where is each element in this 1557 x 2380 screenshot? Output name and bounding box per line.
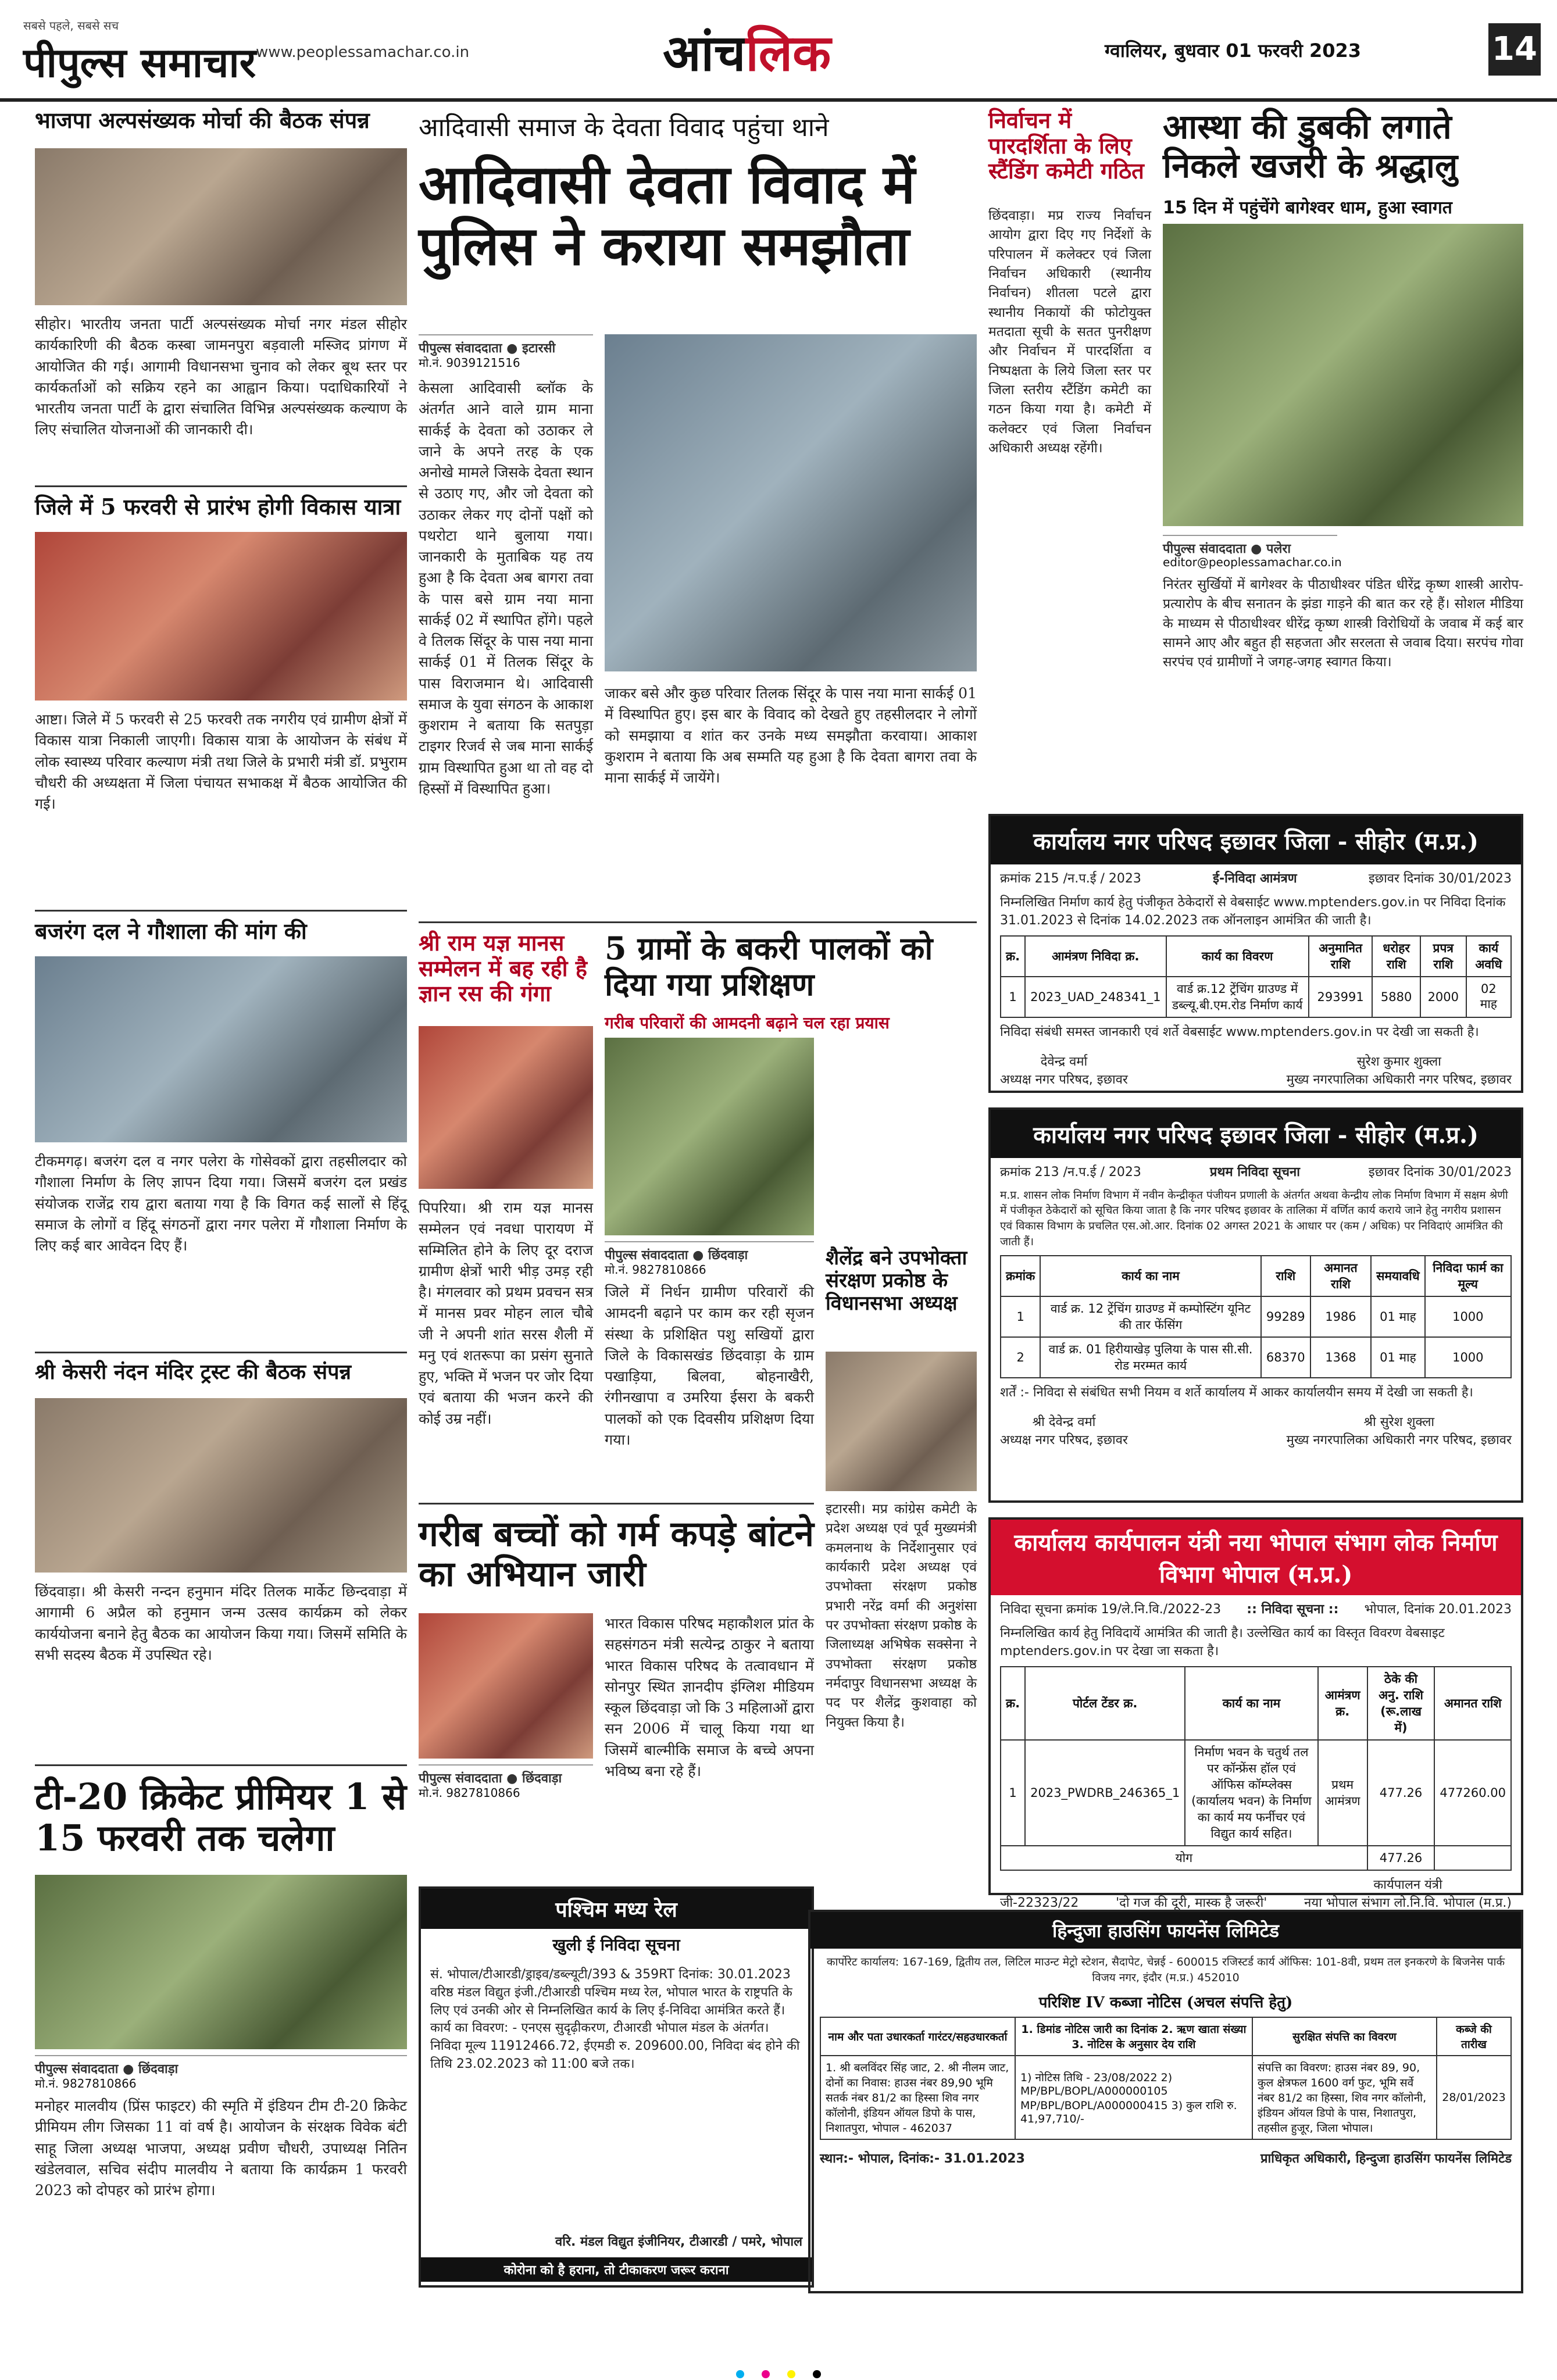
notice1-signatory-1-title: अध्यक्ष नगर परिषद, इछावर xyxy=(1000,1072,1128,1087)
tender-notice-1 xyxy=(988,814,1523,1093)
notice1-row-cell: 5880 xyxy=(1372,977,1420,1017)
election-text: छिंदवाड़ा। मप्र राज्य निर्वाचन आयोग द्वारा दिए गए निर्देशों के परिपालन में कलेक्टर एवं जिला निर्वाचन अधिकारी (स्थानीय निर्वाचन) शीतला पटले द्वारा स्थानीय निकायों की फोटोयुक्त मतदाता सूची के सतत पुनरीक्षण और निर्वाचन में पारदर्शिता व निष्पक्षता के लिये जिला स्तर पर जिला स्तरीय स्टैंडिंग कमेटी का गठन किया गया है। कमेटी में कलेक्टर एवं जिला निर्वाचन अधिकारी अध्यक्ष रहेंगी। xyxy=(988,208,1151,456)
notice1-row-cell: 2023_UAD_248341_1 xyxy=(1025,977,1166,1017)
notice3-signatory: कार्यपालन यंत्री xyxy=(1373,1878,1442,1893)
notice2-row-cell: 1 xyxy=(1001,1296,1040,1337)
clothes-byline: पीपुल्स संवाददाता ● छिंदवाड़ा xyxy=(419,1764,593,1786)
masthead xyxy=(0,0,1557,102)
left-column xyxy=(35,108,407,2288)
notice3-header-cell: क्र. xyxy=(1001,1667,1025,1740)
story4-photo xyxy=(35,1398,407,1573)
divider xyxy=(35,1764,407,1766)
hinduja-table xyxy=(820,2017,1512,2140)
story3-headline: बजरंग दल ने गौशाला की मांग की xyxy=(35,918,307,944)
story5-mobile: मो.नं. 9827810866 xyxy=(35,2077,137,2090)
notice1-row-cell: 293991 xyxy=(1309,977,1373,1017)
railway-subtitle: खुली ई निविदा सूचना xyxy=(552,1935,680,1954)
section-title xyxy=(663,17,831,85)
notice2-header-cell: समयावधि xyxy=(1371,1256,1424,1296)
divider xyxy=(35,910,407,912)
notice2-footer: शर्तें :- निविदा से संबंधित सभी नियम व शर्ते कार्यालय में आकर कार्यालयीन समय में देखी जा सकती है। xyxy=(1000,1385,1473,1400)
story2-text: आष्टा। जिले में 5 फरवरी से 25 फरवरी तक नगरीय एवं ग्रामीण क्षेत्रों में विकास यात्रा निकाली जाएगी। विकास यात्रा के आयोजन के संबंध में लोक स्वास्थ्य परिवार कल्याण मंत्री तथा जिले के प्रभारी मंत्री डॉ. प्रभुराम चौधरी की अध्यक्षता में जिला पंचायत सभाकक्ष में बैठक आयोजित की गई। xyxy=(35,711,407,812)
notice3-header-cell: कार्य का नाम xyxy=(1185,1667,1317,1740)
hinduja-col-date: कब्जे की तारीख xyxy=(1437,2017,1511,2056)
notice3-total-label: योग xyxy=(1001,1846,1367,1870)
hinduja-demand: 1) नोटिस तिथि - 23/08/2022 2) MP/BPL/BOPL/A000000105 MP/BPL/BOPL/A000000415 3) कुल राशि रु. 41,97,710/- xyxy=(1015,2056,1252,2139)
hinduja-place: स्थान:- भोपाल, दिनांक:- 31.01.2023 xyxy=(820,2152,1025,2167)
notice3-header-cell: ठेके की अनु. राशि (रू.लाख में) xyxy=(1367,1667,1435,1740)
notice3-row-cell: 2023_PWDRB_246365_1 xyxy=(1025,1740,1185,1846)
faith-photo xyxy=(1163,224,1523,526)
story5-headline: टी-20 क्रिकेट प्रीमियर 1 से 15 फरवरी तक चलेगा xyxy=(35,1775,407,1860)
notice2-header-cell: कार्य का नाम xyxy=(1040,1256,1261,1296)
section-title-a: आंच xyxy=(663,24,746,83)
goat-mobile: मो.नं. 9827810866 xyxy=(605,1263,706,1277)
notice2-intro: म.प्र. शासन लोक निर्माण विभाग में नवीन केन्द्रीकृत पंजीयन प्रणाली के अंतर्गत अथवा केन्द्रीय लोक निर्माण विभाग में सक्षम श्रेणी में पंजीकृत ठेकेदारों को सूचित किया जाता है कि नगर परिषद इछावर के तालिका में वर्णित कार्य कराये जाने हेतु नगरीय प्रशासन एवं विकास विभाग के प्रचलित एस.ओ.आर. दिनांक 02 अगस्त 2021 के आधार पर (कम / अधिक) पर निविदाएं आमंत्रित की जाती हैं। xyxy=(1000,1188,1508,1248)
clothes-headline: गरीब बच्चों को गर्म कपड़े बांटने का अभियान जारी xyxy=(419,1514,814,1595)
notice2-signatory-2-title: मुख्य नगरपालिका अधिकारी नगर परिषद, इछावर xyxy=(1286,1432,1512,1448)
railway-footer: कोरोना को है हराना, तो टीकाकरण जरूर कराना xyxy=(421,2257,812,2282)
notice1-header-cell: आमंत्रण निविदा क्र. xyxy=(1025,936,1166,977)
faith-email: editor@peoplessamachar.co.in xyxy=(1163,555,1342,569)
magenta-dot xyxy=(762,2370,770,2378)
yagya-text: पिपरिया। श्री राम यज्ञ मानस सम्मेलन एवं नवधा पारायण में सम्मिलित होने के लिए दूर दराज ग्रामीण क्षेत्रों भारी भीड़ उमड़ रही है। मंगलवार को प्रथम प्रवचन सत्र में मानस प्रवर मोहन लाल चौबे जी ने अपनी शांत सरस शैली में मनु एवं शतरूपा का प्रसंग सुनाते हुए, भक्ति में भजन पर जोर दिया एवं बताया की भजन करने की कोई उम्र नहीं। xyxy=(419,1199,593,1427)
notice1-table xyxy=(1000,935,1512,1018)
notice2-table xyxy=(1000,1255,1512,1378)
divider xyxy=(35,485,407,487)
notice2-signatory-1-title: अध्यक्ष नगर परिषद, इछावर xyxy=(1000,1432,1128,1448)
notice2-row-cell: 1986 xyxy=(1310,1296,1372,1337)
tender-notice-3 xyxy=(988,1517,1523,1911)
shailendra-photo xyxy=(826,1352,977,1491)
notice2-row-cell: 1368 xyxy=(1310,1337,1372,1378)
notice3-header-cell: आमंत्रण क्र. xyxy=(1318,1667,1367,1740)
lead-kicker: आदिवासी समाज के देवता विवाद पहुंचा थाने xyxy=(419,113,829,142)
notice2-header-cell: राशि xyxy=(1261,1256,1310,1296)
notice1-row-cell: 1 xyxy=(1001,977,1025,1017)
story5-byline: पीपुल्स संवाददाता ● छिंदवाड़ा xyxy=(35,2055,407,2077)
lead-text-continued: जाकर बसे और कुछ परिवार तिलक सिंदूर के पास नया माना सार्कई 01 में विस्थापित हुए। इस बार के विवाद को देखते हुए तहसीलदार ने लोगों को समझाया व शांत कर उनके मध्य समझौता करवाया। आकाश कुशराम ने बताया कि अब सम्मति यह हुआ है कि देवता बागरा तवा के माना सार्कई में जायेंगे। xyxy=(605,685,977,786)
notice2-row-cell: 68370 xyxy=(1261,1337,1310,1378)
yellow-dot xyxy=(787,2370,795,2378)
notice1-signatory-1: देवेन्द्र वर्मा xyxy=(1040,1055,1088,1070)
faith-text: निरंतर सुर्खियों में बागेश्वर के पीठाधीश्वर पंडित धीरेंद्र कृष्ण शास्त्री आरोप-प्रत्यारोप के बीच सनातन के झंडा गाड़ने की बात कर रहे हैं। सोशल मीडिया के माध्यम से पीठाधीश्वर धीरेंद्र कृष्ण शास्त्री विरोधियों के जवाब में कई बार सामने आए और बहुत ही सहजता और सरलता से जवाब दिया। सरपंच गोवा सरपंच एवं ग्रामीणों ने जगह-जगह स्वागत किया। xyxy=(1163,577,1523,670)
notice1-header-cell: क्र. xyxy=(1001,936,1025,977)
notice1-signatory-2-title: मुख्य नगरपालिका अधिकारी नगर परिषद, इछावर xyxy=(1286,1072,1512,1087)
election-headline: निर्वाचन में पारदर्शिता के लिए स्टैंडिंग कमेटी गठित xyxy=(988,107,1144,184)
notice1-intro: निम्नलिखित निर्माण कार्य हेतु पंजीकृत ठेकेदारों से वेबसाईट www.mptenders.gov.in पर निविदा दिनांक 31.01.2023 से दिनांक 14.02.2023 तक ऑनलाइन आमंत्रित की जाती है। xyxy=(1000,895,1506,928)
notice1-header-cell: कार्य अवधि xyxy=(1466,936,1511,977)
notice2-row-cell: 99289 xyxy=(1261,1296,1310,1337)
shailendra-headline: शैलेंद्र बने उपभोक्ता संरक्षण प्रकोष्ठ के विधानसभा अध्यक्ष xyxy=(826,1246,967,1316)
notice3-ref: निविदा सूचना क्रमांक 19/ले.नि.वि./2022-23 xyxy=(1000,1602,1222,1617)
story1-text: सीहोर। भारतीय जनता पार्टी अल्पसंख्यक मोर्चा नगर मंडल सीहोर कार्यकारिणी की बैठक कस्बा जामनपुरा बड़वाली मस्जिद प्रांगण में आयोजित की गई। आगामी विधानसभा चुनाव को लेकर बूथ स्तर पर कार्यकर्ताओं को सक्रिय रहने का आह्वान किया। पदाधिकारियों ने भारतीय जनता पार्टी के द्वारा संचालित विभिन्न अल्पसंख्यक कल्याण के लिए संचालित योजनाओं की जानकारी दी। xyxy=(35,316,407,438)
notice2-row-cell: 1000 xyxy=(1425,1337,1511,1378)
notice3-table xyxy=(1000,1666,1512,1871)
newspaper-logo xyxy=(23,17,256,89)
notice2-header-cell: अमानत राशि xyxy=(1310,1256,1372,1296)
black-dot xyxy=(813,2370,821,2378)
story3-text: टीकमगढ़। बजरंग दल व नगर पलेरा के गोसेवकों द्वारा तहसीलदार को गौशाला निर्माण के लिए ज्ञापन दिया गया। जिसमें बजरंग दल प्रखंड संयोजक राजेंद्र राय द्वारा बताया गया है कि विगत कई सालों से हिंदू समाज के लोगों व हिंदू संगठनों द्वारा नगर पलेरा में गौशाला निर्माण के लिए कई बार आवेदन दिए हैं। xyxy=(35,1153,407,1254)
story4-headline: श्री केसरी नंदन मंदिर ट्रस्ट की बैठक संपन्न xyxy=(35,1360,352,1384)
story4-text: छिंदवाड़ा। श्री केसरी नन्दन हनुमान मंदिर तिलक मार्केट छिन्दवाड़ा में आगामी 6 अप्रैल को हनुमान जन्म उत्सव कार्यक्रम को लेकर कार्ययोजना बनाने हेतु बैठक का आयोजन किया गया। जिसमें समिति के सभी सदस्य बैठक में उपस्थित रहे। xyxy=(35,1583,407,1663)
faith-headline: आस्था की डुबकी लगाते निकले खजरी के श्रद्धालु xyxy=(1163,107,1458,185)
notice3-code: जी-22323/22 xyxy=(1000,1896,1079,1911)
railway-signature: वरि. मंडल विद्युत इंजीनियर, टीआरडी / पमरे, भोपाल xyxy=(555,2235,802,2249)
notice1-signatory-2: सुरेश कुमार शुक्ला xyxy=(1356,1055,1441,1070)
notice3-title: कार्यालय कार्यपालन यंत्री नया भोपाल संभाग लोक निर्माण विभाग भोपाल (म.प्र.) xyxy=(991,1520,1521,1595)
notice1-row-cell: वार्ड क्र.12 ट्रेंचिंग ग्राउण्ड में डब्ल्यू.बी.एम.रोड निर्माण कार्य xyxy=(1166,977,1309,1017)
railway-tender-ad xyxy=(419,1886,814,2288)
notice1-title: कार्यालय नगर परिषद इछावर जिला - सीहोर (म.प्र.) xyxy=(991,816,1521,864)
notice3-row-cell: निर्माण भवन के चतुर्थ तल पर कॉन्फ्रेंस हॉल एवं ऑफिस कॉम्प्लेक्स (कार्यालय भवन) के निर्माण का कार्य मय फर्नीचर एवं विद्युत कार्य सहित। xyxy=(1185,1740,1317,1846)
hinduja-possession-notice xyxy=(808,1910,1523,2293)
notice3-row-cell: 477.26 xyxy=(1367,1740,1435,1846)
story3-photo xyxy=(35,956,407,1142)
story1-headline: भाजपा अल्पसंख्यक मोर्चा की बैठक संपन्न xyxy=(35,107,370,133)
notice2-date: इछावर दिनांक 30/01/2023 xyxy=(1368,1165,1512,1180)
page-number: 14 xyxy=(1488,23,1541,76)
lead-mobile: मो.नं. 9039121516 xyxy=(419,356,520,370)
notice2-header-cell: क्रमांक xyxy=(1001,1256,1040,1296)
hinduja-name: हिन्दुजा हाउसिंग फायनेंस लिमिटेड xyxy=(810,1912,1521,1949)
goat-headline: 5 ग्रामों के बकरी पालकों को दिया गया प्रशिक्षण xyxy=(605,930,933,1003)
notice1-row-cell: 2000 xyxy=(1420,977,1466,1017)
clothes-mobile: मो.नं. 9827810866 xyxy=(419,1786,520,1800)
yagya-headline: श्री राम यज्ञ मानस सम्मेलन में बह रही है ज्ञान रस की गंगा xyxy=(419,930,587,1007)
notice2-kind: प्रथम निविदा सूचना xyxy=(1209,1165,1300,1180)
notice3-header-cell: अमानत राशि xyxy=(1434,1667,1511,1740)
story5-photo xyxy=(35,1875,407,2049)
notice1-header-cell: कार्य का विवरण xyxy=(1166,936,1309,977)
notice3-row-cell: 477260.00 xyxy=(1434,1740,1511,1846)
notice2-row-cell: 01 माह xyxy=(1371,1296,1424,1337)
notice3-row-cell: 1 xyxy=(1001,1740,1025,1846)
lead-headline: आदिवासी देवता विवाद में पुलिस ने कराया समझौता xyxy=(419,153,915,277)
notice2-title: कार्यालय नगर परिषद इछावर जिला - सीहोर (म.प्र.) xyxy=(991,1110,1521,1158)
notice1-row-cell: 02 माह xyxy=(1466,977,1511,1017)
notice2-header-cell: निविदा फार्म का मूल्य xyxy=(1425,1256,1511,1296)
hinduja-possession-date: 28/01/2023 xyxy=(1437,2056,1511,2139)
hinduja-col-property: सुरक्षित संपत्ति का विवरण xyxy=(1252,2017,1437,2056)
story2-headline: जिले में 5 फरवरी से प्रारंभ होगी विकास यात्रा xyxy=(35,494,401,520)
lead-byline: पीपुल्स संवाददाता ● इटारसी xyxy=(419,334,593,356)
notice1-header-cell: धरोहर राशि xyxy=(1372,936,1420,977)
faith-subhead: 15 दिन में पहुंचेंगे बागेश्वर धाम, हुआ स्वागत xyxy=(1163,198,1452,218)
notice1-kind: ई-निविदा आमंत्रण xyxy=(1213,871,1297,886)
hinduja-signatory: प्राधिकृत अधिकारी, हिन्दुजा हाउसिंग फायनेंस लिमिटेड xyxy=(1260,2152,1512,2167)
divider xyxy=(35,1352,407,1353)
hinduja-col-demand: 1. डिमांड नोटिस जारी का दिनांक 2. ऋण खाता संख्या 3. नोटिस के अनुसार देय राशि xyxy=(1015,2017,1252,2056)
notice3-signatory-title: नया भोपाल संभाग लो.नि.वि. भोपाल (म.प्र.) xyxy=(1304,1896,1512,1911)
notice3-slogan: 'दो गज की दूरी, मास्क है जरूरी' xyxy=(1116,1896,1267,1911)
section-title-b: लिक xyxy=(745,24,831,83)
yagya-photo xyxy=(419,1026,593,1189)
notice2-ref: क्रमांक 213 /न.प.ई / 2023 xyxy=(1000,1165,1141,1180)
notice1-header-cell: अनुमानित राशि xyxy=(1309,936,1373,977)
notice1-ref: क्रमांक 215 /न.प.ई / 2023 xyxy=(1000,871,1141,886)
notice1-header-cell: प्रपत्र राशि xyxy=(1420,936,1466,977)
goat-text: जिले में निर्धन ग्रामीण परिवारों की आमदनी बढ़ाने पर काम कर रही सृजन संस्था के प्रशिक्षित पशु सखियों द्वारा जिले के विकासखंड छिंदवाड़ा के ग्राम पखाड़िया, बिलवा, बोहनाखैरी, रंगीनखापा व उमरिया ईसरा के बकरी पालकों को एक दिवसीय प्रशिक्षण दिया गया। xyxy=(605,1284,814,1448)
hinduja-col-borrower: नाम और पता उधारकर्ता गारंटर/सहउधारकर्ता xyxy=(820,2017,1015,2056)
faith-byline: पीपुल्स संवाददाता ● पलेरा xyxy=(1163,535,1337,557)
goat-subhead: गरीब परिवारों की आमदनी बढ़ाने चल रहा प्रयास xyxy=(605,1013,890,1032)
clothes-photo xyxy=(419,1613,593,1759)
notice2-row-cell: वार्ड क्र. 01 हिरीयाखेड़ पुलिया के पास सी.सी. रोड मरम्मत कार्य xyxy=(1040,1337,1261,1378)
notice1-date: इछावर दिनांक 30/01/2023 xyxy=(1368,871,1512,886)
site-url: www.peoplessamachar.co.in xyxy=(256,44,470,61)
goat-photo xyxy=(605,1038,814,1235)
notice1-footer: निविदा संबंधी समस्त जानकारी एवं शर्ते वेबसाईट www.mptenders.gov.in पर देखी जा सकती है। xyxy=(1000,1025,1479,1040)
notice2-row-cell: 1000 xyxy=(1425,1296,1511,1337)
notice3-date: भोपाल, दिनांक 20.01.2023 xyxy=(1364,1602,1512,1617)
story2-photo xyxy=(35,532,407,701)
logo-text: पीपुल्स समाचार xyxy=(23,38,256,87)
divider xyxy=(419,1503,814,1505)
notice3-kind: :: निविदा सूचना :: xyxy=(1247,1602,1339,1617)
notice3-header-cell: पोर्टल टेंडर क्र. xyxy=(1025,1667,1185,1740)
lead-text: केसला आदिवासी ब्लॉक के अंतर्गत आने वाले ग्राम माना सार्कई के देवता को उठाकर ले जाने के अपने तरह के एक अनोखे मामले जिसके देवता स्थान से उठाए गए, और जो देवता को उठाकर लेकर गए दोनों पक्षों को पथरोटा थाने बुलाया गया। जानकारी के मुताबिक यह तय हुआ है कि देवता अब बागरा तवा के पास बसे ग्राम नया माना सार्कई 02 में स्थापित होंगे। पहले वे तिलक सिंदूर के पास नया माना सार्कई 01 में तिलक सिंदूर के पास विराजमान थे। आदिवासी समाज के युवा संगठन के आकाश कुशराम ने बताया कि सतपुड़ा टाइगर रिजर्व से जब माना सार्कई ग्राम विस्थापित हुआ था तो वह दो हिस्सों में विस्थापित हुआ। xyxy=(419,380,593,797)
hinduja-borrower: 1. श्री बलविंदर सिंह जाट, 2. श्री नीलम जाट, दोनों का निवास: हाउस नंबर 89,90 भूमि सतर्क नंबर 81/2 का हिस्सा शिव नगर कॉलोनी, इंडियन ऑयल डिपो के पास, निशातपुरा, भोपाल - 462037 xyxy=(820,2056,1015,2139)
hinduja-address: कार्पोरेट कार्यालय: 167-169, द्वितीय तल, लिटिल माउन्ट मेट्रो स्टेशन, सैदापेट, चेन्नई - 600015 रजिस्टर्ड कार्य ऑफिस: 101-8वी, प्रथम तल इनकरणे के बिजनेस पार्क विजय नगर, इंदौर (म.प्र.) 452010 xyxy=(826,1956,1505,1984)
railway-text: सं. भोपाल/टीआरडी/ड्राइव/डब्ल्यूटी/393 & 359RT दिनांक: 30.01.2023 वरिष्ठ मंडल विद्युत इंजी./टीआरडी पश्चिम मध्य रेल, भोपाल भारत के राष्ट्रपति के लिए एवं उनकी ओर से निम्नलिखित कार्य के लिए ई-निविदा आमंत्रित करते हैं। कार्य का विवरण: - एनएस सुदृढ़ीकरण, टीआरडी भोपाल मंडल के अंतर्गत। निविदा मूल्य 11912466.72, ईएमडी रु. 209600.00, निविदा बंद होने की तिथि 23.02.2023 को 11:00 बजे तक। xyxy=(430,1967,800,2071)
clothes-text: भारत विकास परिषद महाकौशल प्रांत के सहसंगठन मंत्री सत्येन्द्र ठाकुर ने बताया भारत विकास परिषद के तत्वावधान में सोनपुर स्थित ज्ञानदीप इंग्लिश मीडियम स्कूल छिंदवाड़ा जो कि 3 महिलाओं द्वारा सन 2006 में चालू किया गया था जिसमें बाल्मीकि समाज के बच्चे अपना भविष्य बना रहे हैं। xyxy=(605,1615,814,1779)
logo-tagline: सबसे पहले, सबसे सच xyxy=(23,19,119,33)
story1-photo xyxy=(35,148,407,305)
registration-marks xyxy=(0,2368,1557,2380)
notice2-signatory-1: श्री देवेन्द्र वर्मा xyxy=(1032,1414,1096,1430)
lead-photo xyxy=(605,334,977,671)
goat-byline: पीपुल्स संवाददाता ● छिंदवाड़ा xyxy=(605,1241,814,1263)
railway-title: पश्चिम मध्य रेल xyxy=(421,1889,812,1929)
hinduja-property: संपत्ति का विवरण: हाउस नंबर 89, 90, कुल क्षेत्रफल 1600 वर्ग फुट, भूमि सर्वे नंबर 81/2 का हिस्सा, शिव नगर कॉलोनी, इंडियन ऑयल डिपो के पास, निशातपुरा, तहसील हुजूर, जिला भोपाल। xyxy=(1252,2056,1437,2139)
issue-date: ग्वालियर, बुधवार 01 फरवरी 2023 xyxy=(1105,40,1362,62)
shailendra-text: इटारसी। मप्र कांग्रेस कमेटी के प्रदेश अध्यक्ष एवं पूर्व मुख्यमंत्री कमलनाथ के निर्देशानुसार एवं कार्यकारी प्रदेश अध्यक्ष एवं उपभोक्ता संरक्षण प्रकोष्ठ प्रभारी नरेंद्र वर्मा की अनुशंसा पर उपभोक्ता संरक्षण प्रकोष्ठ के जिलाध्यक्ष अभिषेक सक्सेना ने उपभोक्ता संरक्षण प्रकोष्ठ नर्मदापुर विधानसभा अध्यक्ष के पद पर शैलेंद्र कुशवाहा को नियुक्त किया है। xyxy=(826,1502,977,1730)
divider xyxy=(419,921,977,923)
cyan-dot xyxy=(736,2370,744,2378)
notice2-row-cell: 2 xyxy=(1001,1337,1040,1378)
notice2-row-cell: 01 माह xyxy=(1371,1337,1424,1378)
notice3-row-cell: प्रथम आमंत्रण xyxy=(1318,1740,1367,1846)
notice3-total: 477.26 xyxy=(1367,1846,1435,1870)
notice2-row-cell: वार्ड क्र. 12 ट्रेंचिंग ग्राउण्ड में कम्पोस्टिंग यूनिट की तार फेंसिंग xyxy=(1040,1296,1261,1337)
notice3-intro: निम्नलिखित कार्य हेतु निविदायें आमंत्रित की जाती है। उल्लेखित कार्य का विस्तृत विवरण वेबसाइट mptenders.gov.in पर देखा जा सकता है। xyxy=(1000,1625,1445,1659)
notice2-signatory-2: श्री सुरेश शुक्ला xyxy=(1363,1414,1435,1430)
tender-notice-2 xyxy=(988,1107,1523,1503)
right-column-top xyxy=(988,108,1523,805)
story5-text: मनोहर मालवीय (प्रिंस फाइटर) की स्मृति में इंडियन टीम टी-20 क्रिकेट प्रीमियम लीग जिसका 11 वां वर्ष है। आयोजन के संरक्षक विवेक बंटी साहू जिला अध्यक्ष भाजपा, अध्यक्ष प्रवीण चौधरी, उपाध्यक्ष नितिन खंडेलवाल, सचिव संदीप मालवीय ने बताया कि कार्यक्रम 1 फरवरी 2023 को दोपहर को प्रारंभ होगा। xyxy=(35,2097,407,2199)
hinduja-notice-title: परिशिष्ट IV कब्जा नोटिस (अचल संपत्ति हेतु) xyxy=(1038,1994,1293,2012)
